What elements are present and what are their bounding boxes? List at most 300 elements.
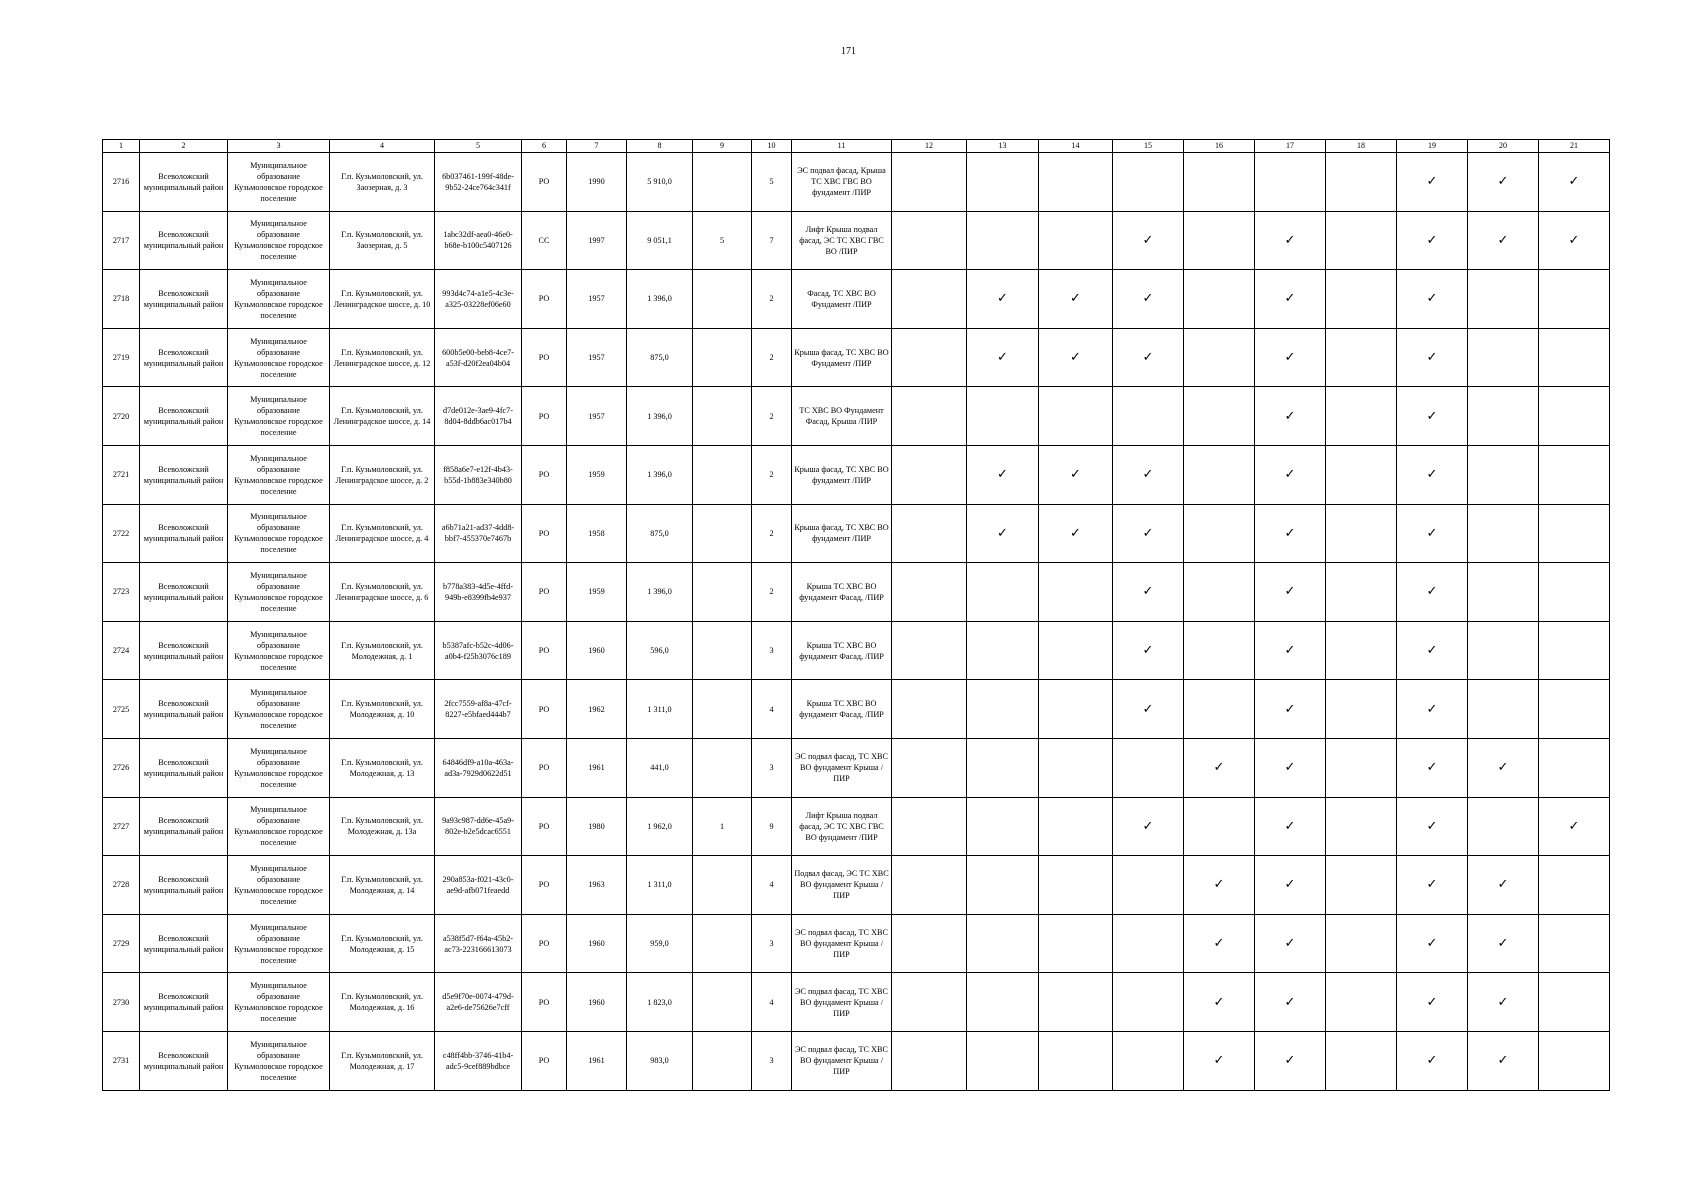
cell-elevators-count [693,1031,752,1090]
check-mark-icon: ✓ [1284,643,1296,659]
cell-col-16 [1184,621,1255,680]
cell-municipality: Муниципальное образование Кузьмоловское городское поселение [228,387,330,446]
cell-area: 1 311,0 [627,856,693,915]
cell-col-21 [1539,563,1610,622]
cell-elevators-count [693,973,752,1032]
cell-elevators-count [693,445,752,504]
cell-build-year: 1961 [567,738,627,797]
cell-ownership-type: РО [522,328,567,387]
cell-col-17 [1255,211,1326,270]
cell-area: 596,0 [627,621,693,680]
cell-area: 1 311,0 [627,680,693,739]
cell-elevators-count [693,387,752,446]
table-row [103,680,1610,739]
cell-col-15 [1113,270,1184,329]
cell-col-15 [1113,445,1184,504]
cell-col-21 [1539,328,1610,387]
cell-col-20 [1468,914,1539,973]
cell-col-20 [1468,856,1539,915]
cell-col-15 [1113,563,1184,622]
check-mark-icon: ✓ [997,467,1008,483]
cell-col-19 [1397,328,1468,387]
cell-floors-count: 2 [752,504,792,563]
cell-address: Г.п. Кузьмоловский, ул. Ленинградское шоссе, д. 12 [330,328,435,387]
column-header-16: 16 [1184,140,1255,153]
cell-address: Г.п. Кузьмоловский, ул. Молодежная, д. 13 [330,738,435,797]
cell-col-20 [1468,504,1539,563]
check-mark-icon: ✓ [997,291,1008,307]
column-header-5: 5 [435,140,522,153]
cell-area: 1 396,0 [627,270,693,329]
cell-col-15 [1113,738,1184,797]
cell-col-13 [967,973,1039,1032]
cell-ownership-type: РО [522,1031,567,1090]
cell-address: Г.п. Кузьмоловский, ул. Молодежная, д. 16 [330,973,435,1032]
cell-col-14 [1039,211,1113,270]
check-mark-icon: ✓ [1426,232,1438,248]
cell-col-12 [892,153,967,212]
cell-col-19 [1397,797,1468,856]
cell-col-13 [967,914,1039,973]
check-mark-icon: ✓ [1284,1053,1296,1069]
cell-col-17 [1255,445,1326,504]
cell-col-21 [1539,680,1610,739]
cell-area: 959,0 [627,914,693,973]
cell-municipality: Муниципальное образование Кузьмоловское городское поселение [228,680,330,739]
cell-col-14 [1039,738,1113,797]
cell-ownership-type: РО [522,914,567,973]
cell-guid: 600b5e00-beb8-4ce7-a53f-d20f2ea04b04 [435,328,522,387]
cell-col-17 [1255,504,1326,563]
cell-floors-count: 4 [752,856,792,915]
column-header-10: 10 [752,140,792,153]
table-row [103,504,1610,563]
cell-col-13 [967,328,1039,387]
check-mark-icon: ✓ [1070,467,1081,483]
cell-district: Всеволожский муниципальный район [140,1031,228,1090]
cell-row-number: 2728 [103,856,140,915]
cell-address: Г.п. Кузьмоловский, ул. Заозерная, д. 3 [330,153,435,212]
cell-col-12 [892,680,967,739]
cell-works-list: Фасад, ТС ХВС ВО Фундамент /ПИР [792,270,892,329]
cell-address: Г.п. Кузьмоловский, ул. Ленинградское шоссе, д. 4 [330,504,435,563]
check-mark-icon: ✓ [1284,350,1296,366]
column-header-19: 19 [1397,140,1468,153]
check-mark-icon: ✓ [1426,818,1438,834]
cell-col-20 [1468,270,1539,329]
cell-row-number: 2724 [103,621,140,680]
cell-elevators-count [693,563,752,622]
column-header-4: 4 [330,140,435,153]
cell-col-16 [1184,973,1255,1032]
cell-col-18 [1326,211,1397,270]
cell-col-12 [892,914,967,973]
cell-build-year: 1997 [567,211,627,270]
cell-col-18 [1326,387,1397,446]
cell-col-14 [1039,387,1113,446]
cell-col-16 [1184,738,1255,797]
cell-col-21 [1539,738,1610,797]
cell-address: Г.п. Кузьмоловский, ул. Молодежная, д. 14 [330,856,435,915]
column-header-14: 14 [1039,140,1113,153]
check-mark-icon: ✓ [1284,408,1296,424]
check-mark-icon: ✓ [1284,701,1296,717]
cell-col-21 [1539,621,1610,680]
cell-build-year: 1957 [567,328,627,387]
cell-address: Г.п. Кузьмоловский, ул. Молодежная, д. 1 [330,621,435,680]
cell-floors-count: 4 [752,680,792,739]
cell-guid: d5e9f70e-0074-479d-a2e6-de75626e7cff [435,973,522,1032]
cell-guid: a6b71a21-ad37-4dd8-bbf7-455370e7467b [435,504,522,563]
cell-col-21 [1539,914,1610,973]
cell-guid: 2fcc7559-af8a-47cf-8227-e5bfaed444b7 [435,680,522,739]
column-header-17: 17 [1255,140,1326,153]
cell-district: Всеволожский муниципальный район [140,797,228,856]
cell-col-12 [892,797,967,856]
cell-ownership-type: РО [522,387,567,446]
table-header [103,140,1610,153]
cell-col-12 [892,621,967,680]
cell-col-13 [967,153,1039,212]
cell-municipality: Муниципальное образование Кузьмоловское городское поселение [228,621,330,680]
cell-col-18 [1326,270,1397,329]
cell-col-13 [967,270,1039,329]
cell-build-year: 1957 [567,270,627,329]
cell-col-18 [1326,563,1397,622]
cell-floors-count: 2 [752,328,792,387]
table-body [103,153,1610,1091]
cell-elevators-count [693,856,752,915]
cell-col-17 [1255,973,1326,1032]
cell-guid: c48ff4bb-3746-41b4-adc5-9cef889bdbce [435,1031,522,1090]
cell-col-12 [892,563,967,622]
cell-area: 1 962,0 [627,797,693,856]
cell-col-18 [1326,445,1397,504]
column-header-13: 13 [967,140,1039,153]
cell-works-list: Крыша ТС ХВС ВО фундамент Фасад, /ПИР [792,563,892,622]
cell-col-14 [1039,563,1113,622]
cell-col-18 [1326,621,1397,680]
cell-area: 1 396,0 [627,445,693,504]
cell-floors-count: 9 [752,797,792,856]
cell-col-16 [1184,153,1255,212]
cell-col-19 [1397,445,1468,504]
cell-col-17 [1255,1031,1326,1090]
column-header-21: 21 [1539,140,1610,153]
table-row [103,387,1610,446]
check-mark-icon: ✓ [1070,525,1081,541]
cell-col-17 [1255,856,1326,915]
cell-area: 1 396,0 [627,563,693,622]
column-header-2: 2 [140,140,228,153]
cell-col-16 [1184,387,1255,446]
cell-col-17 [1255,738,1326,797]
cell-floors-count: 5 [752,153,792,212]
cell-col-14 [1039,621,1113,680]
check-mark-icon: ✓ [1426,467,1438,483]
cell-col-16 [1184,1031,1255,1090]
check-mark-icon: ✓ [1284,994,1296,1010]
cell-build-year: 1959 [567,445,627,504]
cell-col-20 [1468,445,1539,504]
cell-build-year: 1961 [567,1031,627,1090]
cell-col-16 [1184,328,1255,387]
table-row [103,797,1610,856]
check-mark-icon: ✓ [1426,994,1438,1010]
cell-district: Всеволожский муниципальный район [140,680,228,739]
cell-elevators-count [693,328,752,387]
cell-municipality: Муниципальное образование Кузьмоловское городское поселение [228,856,330,915]
cell-col-14 [1039,445,1113,504]
cell-col-16 [1184,563,1255,622]
table-row [103,738,1610,797]
cell-area: 875,0 [627,328,693,387]
cell-row-number: 2717 [103,211,140,270]
cell-address: Г.п. Кузьмоловский, ул. Молодежная, д. 10 [330,680,435,739]
cell-district: Всеволожский муниципальный район [140,621,228,680]
cell-col-15 [1113,504,1184,563]
cell-row-number: 2727 [103,797,140,856]
cell-ownership-type: РО [522,445,567,504]
check-mark-icon: ✓ [1142,232,1154,248]
column-header-3: 3 [228,140,330,153]
cell-area: 441,0 [627,738,693,797]
cell-col-12 [892,211,967,270]
cell-col-18 [1326,504,1397,563]
cell-district: Всеволожский муниципальный район [140,328,228,387]
cell-area: 875,0 [627,504,693,563]
cell-build-year: 1958 [567,504,627,563]
cell-municipality: Муниципальное образование Кузьмоловское городское поселение [228,914,330,973]
cell-col-13 [967,211,1039,270]
check-mark-icon: ✓ [1213,877,1225,893]
cell-municipality: Муниципальное образование Кузьмоловское городское поселение [228,328,330,387]
cell-works-list: Подвал фасад, ЭС ТС ХВС ВО фундамент Крыша /ПИР [792,856,892,915]
check-mark-icon: ✓ [1142,467,1154,483]
column-header-15: 15 [1113,140,1184,153]
cell-district: Всеволожский муниципальный район [140,738,228,797]
check-mark-icon: ✓ [1142,525,1154,541]
cell-elevators-count: 5 [693,211,752,270]
table-row [103,856,1610,915]
cell-ownership-type: РО [522,856,567,915]
cell-col-18 [1326,153,1397,212]
cell-col-14 [1039,680,1113,739]
check-mark-icon: ✓ [1142,643,1154,659]
cell-address: Г.п. Кузьмоловский, ул. Заозерная, д. 5 [330,211,435,270]
cell-col-16 [1184,680,1255,739]
table-row [103,270,1610,329]
column-header-1: 1 [103,140,140,153]
cell-elevators-count [693,270,752,329]
cell-col-18 [1326,680,1397,739]
check-mark-icon: ✓ [1426,525,1438,541]
cell-area: 5 910,0 [627,153,693,212]
check-mark-icon: ✓ [1426,936,1438,952]
cell-col-14 [1039,914,1113,973]
cell-works-list: Крыша фасад, ТС ХВС ВО фундамент /ПИР [792,504,892,563]
cell-col-19 [1397,973,1468,1032]
cell-col-15 [1113,328,1184,387]
cell-row-number: 2723 [103,563,140,622]
cell-ownership-type: РО [522,504,567,563]
check-mark-icon: ✓ [1284,232,1296,248]
cell-col-21 [1539,504,1610,563]
cell-district: Всеволожский муниципальный район [140,563,228,622]
cell-col-21 [1539,211,1610,270]
cell-district: Всеволожский муниципальный район [140,856,228,915]
check-mark-icon: ✓ [1497,232,1509,248]
check-mark-icon: ✓ [1426,174,1438,190]
cell-col-20 [1468,387,1539,446]
cell-district: Всеволожский муниципальный район [140,504,228,563]
cell-col-12 [892,387,967,446]
cell-col-12 [892,738,967,797]
cell-elevators-count [693,153,752,212]
check-mark-icon: ✓ [1497,174,1509,190]
table-row [103,211,1610,270]
cell-area: 983,0 [627,1031,693,1090]
check-mark-icon: ✓ [1142,701,1154,717]
cell-floors-count: 2 [752,563,792,622]
cell-guid: 6b037461-199f-48de-9b52-24ce764c341f [435,153,522,212]
cell-col-12 [892,973,967,1032]
cell-col-17 [1255,563,1326,622]
table-row [103,914,1610,973]
cell-col-15 [1113,153,1184,212]
check-mark-icon: ✓ [997,350,1008,366]
column-header-11: 11 [792,140,892,153]
cell-col-13 [967,797,1039,856]
cell-address: Г.п. Кузьмоловский, ул. Ленинградское шоссе, д. 6 [330,563,435,622]
cell-col-12 [892,328,967,387]
cell-col-15 [1113,914,1184,973]
check-mark-icon: ✓ [1070,291,1081,307]
cell-works-list: Крыша фасад, ТС ХВС ВО фундамент /ПИР [792,445,892,504]
cell-district: Всеволожский муниципальный район [140,270,228,329]
cell-floors-count: 3 [752,621,792,680]
cell-guid: a538f5d7-f64a-45b2-ac73-223166613073 [435,914,522,973]
check-mark-icon: ✓ [1568,818,1580,834]
cell-ownership-type: РО [522,973,567,1032]
cell-col-17 [1255,680,1326,739]
cell-col-21 [1539,387,1610,446]
check-mark-icon: ✓ [1426,877,1438,893]
cell-district: Всеволожский муниципальный район [140,445,228,504]
cell-col-18 [1326,973,1397,1032]
table-row [103,973,1610,1032]
cell-area: 1 396,0 [627,387,693,446]
check-mark-icon: ✓ [1284,291,1296,307]
cell-elevators-count [693,504,752,563]
cell-col-14 [1039,856,1113,915]
cell-col-13 [967,680,1039,739]
check-mark-icon: ✓ [1568,232,1580,248]
cell-col-17 [1255,270,1326,329]
cell-col-20 [1468,1031,1539,1090]
cell-col-21 [1539,856,1610,915]
cell-works-list: Крыша ТС ХВС ВО фундамент Фасад, /ПИР [792,621,892,680]
cell-row-number: 2718 [103,270,140,329]
table-row [103,621,1610,680]
cell-floors-count: 3 [752,1031,792,1090]
cell-works-list: ТС ХВС ВО Фундамент Фасад, Крыша /ПИР [792,387,892,446]
cell-col-21 [1539,973,1610,1032]
table-row [103,1031,1610,1090]
cell-row-number: 2716 [103,153,140,212]
cell-build-year: 1962 [567,680,627,739]
cell-col-17 [1255,153,1326,212]
cell-elevators-count: 1 [693,797,752,856]
cell-guid: d7de012e-3ae9-4fc7-8d04-8ddb6ac017b4 [435,387,522,446]
cell-col-13 [967,1031,1039,1090]
cell-col-17 [1255,387,1326,446]
cell-row-number: 2722 [103,504,140,563]
cell-floors-count: 3 [752,738,792,797]
check-mark-icon: ✓ [1284,818,1296,834]
cell-col-16 [1184,914,1255,973]
cell-col-19 [1397,563,1468,622]
cell-district: Всеволожский муниципальный район [140,914,228,973]
cell-build-year: 1990 [567,153,627,212]
cell-municipality: Муниципальное образование Кузьмоловское городское поселение [228,797,330,856]
cell-build-year: 1960 [567,621,627,680]
cell-address: Г.п. Кузьмоловский, ул. Ленинградское шоссе, д. 14 [330,387,435,446]
check-mark-icon: ✓ [1142,818,1154,834]
cell-col-12 [892,856,967,915]
cell-build-year: 1957 [567,387,627,446]
cell-guid: 1abc32df-aea0-46e0-b68e-b100c5407126 [435,211,522,270]
check-mark-icon: ✓ [1426,760,1438,776]
cell-col-19 [1397,856,1468,915]
cell-guid: b778a383-4d5e-4ffd-949b-e8399fb4e937 [435,563,522,622]
cell-row-number: 2719 [103,328,140,387]
check-mark-icon: ✓ [1284,525,1296,541]
cell-col-21 [1539,445,1610,504]
cell-guid: 9a93c987-dd6e-45a9-802e-b2e5dcac6551 [435,797,522,856]
cell-col-19 [1397,270,1468,329]
cell-col-16 [1184,797,1255,856]
cell-municipality: Муниципальное образование Кузьмоловское городское поселение [228,153,330,212]
cell-col-16 [1184,445,1255,504]
cell-floors-count: 7 [752,211,792,270]
cell-elevators-count [693,914,752,973]
cell-municipality: Муниципальное образование Кузьмоловское городское поселение [228,973,330,1032]
table-row [103,328,1610,387]
cell-row-number: 2730 [103,973,140,1032]
column-header-9: 9 [693,140,752,153]
cell-elevators-count [693,680,752,739]
cell-row-number: 2729 [103,914,140,973]
cell-district: Всеволожский муниципальный район [140,153,228,212]
cell-floors-count: 3 [752,914,792,973]
cell-col-20 [1468,153,1539,212]
check-mark-icon: ✓ [1284,877,1296,893]
cell-row-number: 2725 [103,680,140,739]
cell-address: Г.п. Кузьмоловский, ул. Ленинградское шоссе, д. 10 [330,270,435,329]
cell-col-12 [892,270,967,329]
cell-col-19 [1397,153,1468,212]
cell-col-14 [1039,328,1113,387]
table-row [103,445,1610,504]
cell-col-13 [967,856,1039,915]
check-mark-icon: ✓ [1426,408,1438,424]
cell-col-13 [967,738,1039,797]
check-mark-icon: ✓ [1426,584,1438,600]
cell-address: Г.п. Кузьмоловский, ул. Молодежная, д. 13а [330,797,435,856]
column-header-6: 6 [522,140,567,153]
cell-ownership-type: РО [522,680,567,739]
